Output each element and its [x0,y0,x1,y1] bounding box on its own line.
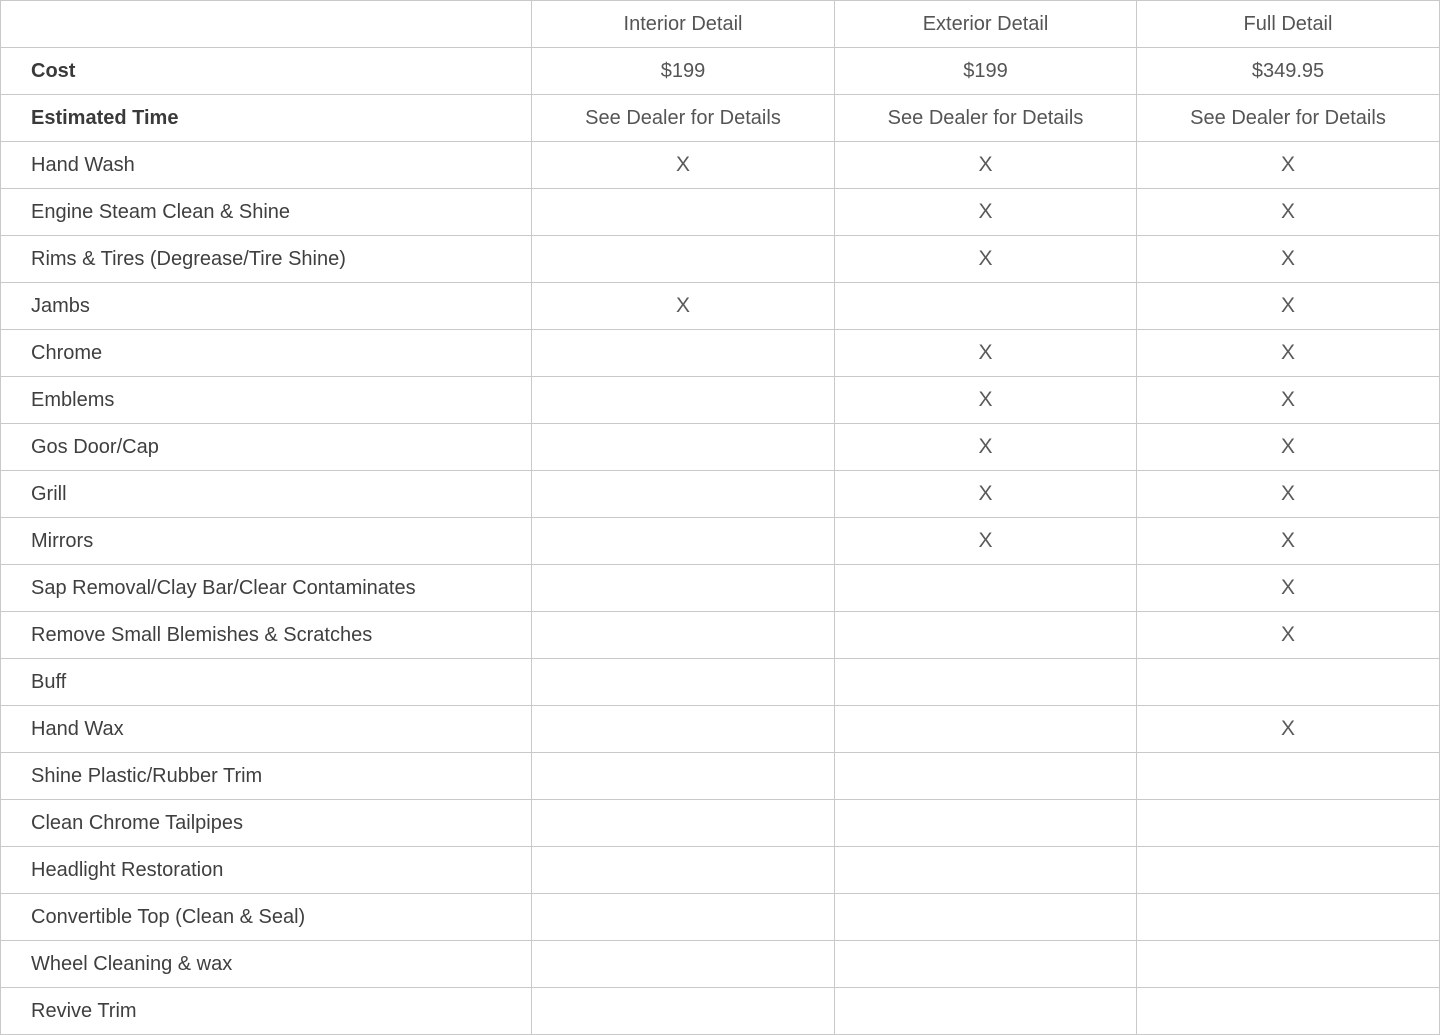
feature-cell-interior [532,236,835,283]
feature-cell-full: X [1137,189,1440,236]
feature-label: Mirrors [1,518,532,565]
feature-cell-full: X [1137,471,1440,518]
feature-cell-full [1137,800,1440,847]
feature-cell-interior [532,847,835,894]
table-row [1,706,1440,753]
feature-cell-interior [532,377,835,424]
estimated-time-exterior: See Dealer for Details [835,95,1137,142]
feature-cell-exterior: X [835,330,1137,377]
feature-cell-interior [532,424,835,471]
feature-cell-exterior: X [835,377,1137,424]
table-row [1,659,1440,706]
table-row [1,941,1440,988]
feature-cell-exterior [835,894,1137,941]
cost-row [1,48,1440,95]
feature-label: Buff [1,659,532,706]
feature-label: Engine Steam Clean & Shine [1,189,532,236]
feature-cell-exterior [835,800,1137,847]
table-row [1,471,1440,518]
feature-cell-full [1137,659,1440,706]
feature-cell-exterior: X [835,518,1137,565]
feature-label: Headlight Restoration [1,847,532,894]
feature-cell-exterior: X [835,142,1137,189]
feature-cell-exterior: X [835,471,1137,518]
feature-cell-exterior [835,706,1137,753]
feature-cell-full [1137,894,1440,941]
table-row [1,612,1440,659]
table-row [1,565,1440,612]
cost-label: Cost [1,48,532,95]
table-row [1,189,1440,236]
table-row [1,236,1440,283]
table-row [1,283,1440,330]
feature-cell-full [1137,847,1440,894]
estimated-time-full: See Dealer for Details [1137,95,1440,142]
feature-label: Convertible Top (Clean & Seal) [1,894,532,941]
feature-cell-interior: X [532,142,835,189]
feature-cell-interior [532,471,835,518]
table-body [1,48,1440,1035]
feature-cell-full: X [1137,142,1440,189]
feature-cell-exterior [835,283,1137,330]
feature-cell-interior [532,988,835,1035]
feature-label: Emblems [1,377,532,424]
cost-full: $349.95 [1137,48,1440,95]
feature-cell-exterior [835,612,1137,659]
feature-cell-full: X [1137,283,1440,330]
feature-cell-full [1137,753,1440,800]
feature-cell-interior [532,894,835,941]
feature-label: Hand Wax [1,706,532,753]
feature-cell-exterior [835,753,1137,800]
cost-exterior: $199 [835,48,1137,95]
feature-label: Sap Removal/Clay Bar/Clear Contaminates [1,565,532,612]
feature-label: Rims & Tires (Degrease/Tire Shine) [1,236,532,283]
table-row [1,800,1440,847]
table-row [1,988,1440,1035]
table-row [1,424,1440,471]
header-interior-detail: Interior Detail [532,1,835,48]
feature-cell-exterior [835,988,1137,1035]
feature-label: Shine Plastic/Rubber Trim [1,753,532,800]
cost-interior: $199 [532,48,835,95]
table-row [1,847,1440,894]
feature-cell-exterior: X [835,189,1137,236]
feature-cell-interior [532,612,835,659]
table-row [1,894,1440,941]
feature-label: Revive Trim [1,988,532,1035]
feature-label: Jambs [1,283,532,330]
feature-cell-full [1137,941,1440,988]
feature-cell-interior [532,518,835,565]
feature-cell-full: X [1137,518,1440,565]
estimated-time-interior: See Dealer for Details [532,95,835,142]
feature-cell-full: X [1137,565,1440,612]
header-exterior-detail: Exterior Detail [835,1,1137,48]
feature-label: Wheel Cleaning & wax [1,941,532,988]
feature-cell-interior [532,753,835,800]
table-row [1,330,1440,377]
feature-cell-full [1137,988,1440,1035]
feature-cell-exterior: X [835,236,1137,283]
feature-cell-exterior [835,941,1137,988]
estimated-time-row [1,95,1440,142]
header-blank-cell [1,1,532,48]
feature-cell-interior [532,659,835,706]
feature-cell-full: X [1137,236,1440,283]
feature-label: Remove Small Blemishes & Scratches [1,612,532,659]
feature-cell-interior [532,189,835,236]
feature-cell-interior [532,941,835,988]
estimated-time-label: Estimated Time [1,95,532,142]
header-full-detail: Full Detail [1137,1,1440,48]
feature-cell-full: X [1137,706,1440,753]
feature-cell-full: X [1137,377,1440,424]
feature-cell-interior [532,565,835,612]
feature-cell-interior [532,706,835,753]
feature-cell-exterior [835,847,1137,894]
table-row [1,518,1440,565]
feature-label: Grill [1,471,532,518]
feature-cell-interior [532,330,835,377]
feature-label: Clean Chrome Tailpipes [1,800,532,847]
feature-label: Chrome [1,330,532,377]
table-row [1,753,1440,800]
feature-cell-full: X [1137,612,1440,659]
feature-cell-exterior: X [835,424,1137,471]
header-row [1,1,1440,48]
table-row [1,142,1440,189]
feature-cell-interior [532,800,835,847]
feature-cell-exterior [835,565,1137,612]
feature-cell-full: X [1137,330,1440,377]
table-row [1,377,1440,424]
feature-label: Gos Door/Cap [1,424,532,471]
feature-cell-interior: X [532,283,835,330]
feature-cell-full: X [1137,424,1440,471]
feature-cell-exterior [835,659,1137,706]
feature-label: Hand Wash [1,142,532,189]
